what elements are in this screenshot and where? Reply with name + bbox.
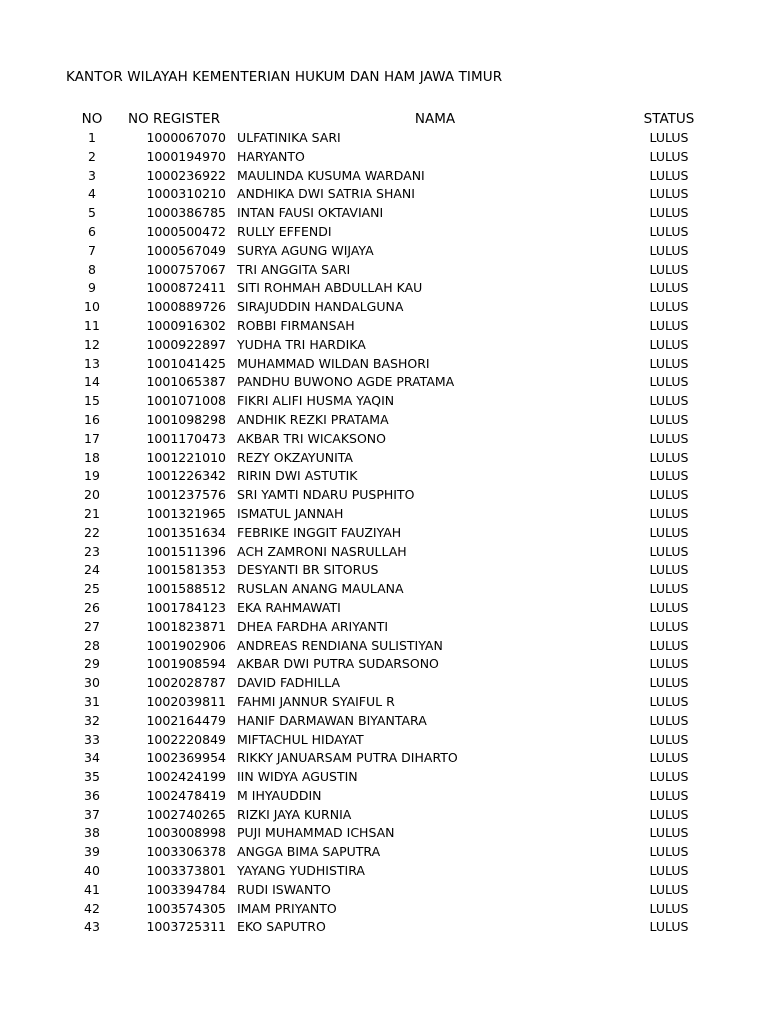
row-no: 4 [88,186,96,202]
row-no: 30 [84,675,100,691]
row-no: 1 [88,130,96,145]
row-nama: ANDHIK REZKI PRATAMA [237,411,389,427]
row-no: 28 [84,637,100,653]
row-no: 8 [88,261,96,277]
row-nama: RULLY EFFENDI [237,223,332,239]
row-no: 38 [84,825,100,841]
table-row [0,712,768,731]
table-row [0,261,768,280]
row-status: LULUS [649,355,689,371]
row-register: 1001237576 [146,487,226,503]
row-nama: AKBAR TRI WICAKSONO [237,430,386,446]
row-status: LULUS [649,242,689,258]
table-row [0,768,768,787]
row-register: 1003394784 [146,881,226,897]
table-row [0,148,768,167]
row-nama: ULFATINIKA SARI [237,130,341,145]
row-no: 35 [84,769,100,785]
row-no: 3 [88,167,96,183]
row-status: LULUS [649,581,689,597]
table-row [0,223,768,242]
row-register: 1002164479 [146,712,226,728]
row-nama: MUHAMMAD WILDAN BASHORI [237,355,430,371]
table-row [0,731,768,750]
table-row [0,524,768,543]
row-status: LULUS [649,656,689,672]
row-no: 34 [84,750,100,766]
row-status: LULUS [649,675,689,691]
row-status: LULUS [649,148,689,164]
row-no: 20 [84,487,100,503]
row-no: 14 [84,374,100,390]
row-nama: SRI YAMTI NDARU PUSPHITO [237,487,415,503]
table-row [0,373,768,392]
row-no: 43 [84,919,100,935]
row-status: LULUS [649,374,689,390]
row-register: 1002039811 [146,693,226,709]
table-row [0,355,768,374]
row-no: 27 [84,618,100,634]
row-no: 18 [84,449,100,465]
table-row [0,561,768,580]
row-no: 17 [84,430,100,446]
row-register: 1001902906 [146,637,226,653]
row-status: LULUS [649,430,689,446]
row-status: LULUS [649,393,689,409]
row-register: 1001823871 [146,618,226,634]
row-status: LULUS [649,693,689,709]
table-row [0,411,768,430]
row-register: 1003574305 [146,900,226,916]
row-no: 29 [84,656,100,672]
row-nama: RIRIN DWI ASTUTIK [237,468,358,484]
row-register: 1000194970 [146,148,226,164]
row-status: LULUS [649,261,689,277]
row-no: 41 [84,881,100,897]
table-row [0,242,768,261]
row-status: LULUS [649,299,689,315]
row-register: 1002220849 [146,731,226,747]
table-row [0,918,768,937]
row-status: LULUS [649,167,689,183]
table-row [0,599,768,618]
table-row [0,862,768,881]
row-nama: ROBBI FIRMANSAH [237,317,355,333]
row-nama: PANDHU BUWONO AGDE PRATAMA [237,374,455,390]
row-no: 13 [84,355,100,371]
row-no: 40 [84,863,100,879]
row-register: 1001065387 [146,374,226,390]
row-no: 10 [84,299,100,315]
row-nama: IIN WIDYA AGUSTIN [237,769,358,785]
table-row [0,900,768,919]
row-nama: RIZKI JAYA KURNIA [237,806,352,822]
row-nama: DESYANTI BR SITORUS [237,562,379,578]
table-row [0,637,768,656]
row-status: LULUS [649,223,689,239]
row-nama: ACH ZAMRONI NASRULLAH [237,543,407,559]
table-row [0,655,768,674]
table-row [0,618,768,637]
table-row [0,881,768,900]
row-register: 1001221010 [146,449,226,465]
row-no: 24 [84,562,100,578]
row-no: 6 [88,223,96,239]
row-status: LULUS [649,336,689,352]
table-row [0,317,768,336]
table-row [0,543,768,562]
row-nama: RIKKY JANUARSAM PUTRA DIHARTO [237,750,458,766]
row-register: 1001784123 [146,599,226,615]
row-no: 11 [84,317,100,333]
row-register: 1001511396 [146,543,226,559]
row-nama: EKA RAHMAWATI [237,599,341,615]
results-table [0,109,768,937]
row-no: 7 [88,242,96,258]
row-register: 1001041425 [146,355,226,371]
table-row [0,392,768,411]
row-no: 2 [88,148,96,164]
row-register: 1000500472 [146,223,226,239]
row-register: 1000889726 [146,299,226,315]
row-nama: RUSLAN ANANG MAULANA [237,581,404,597]
document-title: KANTOR WILAYAH KEMENTERIAN HUKUM DAN HAM JAWA TIMUR [66,69,503,85]
row-register: 1000386785 [146,205,226,221]
table-body [0,129,768,937]
row-no: 37 [84,806,100,822]
table-row [0,467,768,486]
row-no: 5 [88,205,96,221]
table-row [0,430,768,449]
row-status: LULUS [649,637,689,653]
row-register: 1002424199 [146,769,226,785]
row-nama: YAYANG YUDHISTIRA [237,863,365,879]
row-status: LULUS [649,806,689,822]
row-nama: DAVID FADHILLA [237,675,341,691]
row-nama: EKO SAPUTRO [237,919,326,935]
row-nama: ISMATUL JANNAH [237,505,344,521]
row-no: 12 [84,336,100,352]
row-register: 1000922897 [146,336,226,352]
table-row [0,167,768,186]
row-status: LULUS [649,599,689,615]
row-nama: YUDHA TRI HARDIKA [237,336,366,352]
header-no: NO [81,111,103,127]
row-status: LULUS [649,863,689,879]
table-row [0,449,768,468]
row-no: 33 [84,731,100,747]
row-no: 23 [84,543,100,559]
row-register: 1000067070 [146,130,226,145]
row-status: LULUS [649,317,689,333]
row-status: LULUS [649,487,689,503]
row-register: 1000916302 [146,317,226,333]
table-row [0,749,768,768]
row-register: 1001071008 [146,393,226,409]
row-nama: PUJI MUHAMMAD ICHSAN [237,825,395,841]
row-nama: ANDHIKA DWI SATRIA SHANI [237,186,415,202]
table-row [0,486,768,505]
row-no: 32 [84,712,100,728]
row-register: 1001098298 [146,411,226,427]
row-nama: FAHMI JANNUR SYAIFUL R [237,693,395,709]
row-no: 19 [84,468,100,484]
row-no: 42 [84,900,100,916]
row-nama: SITI ROHMAH ABDULLAH KAU [237,280,423,296]
row-nama: HANIF DARMAWAN BIYANTARA [237,712,427,728]
row-status: LULUS [649,186,689,202]
row-nama: INTAN FAUSI OKTAVIANI [237,205,384,221]
row-status: LULUS [649,449,689,465]
row-status: LULUS [649,900,689,916]
table-row [0,185,768,204]
header-status: STATUS [643,111,695,127]
row-status: LULUS [649,411,689,427]
row-register: 1000757067 [146,261,226,277]
row-no: 15 [84,393,100,409]
row-nama: MAULINDA KUSUMA WARDANI [237,167,425,183]
row-nama: MIFTACHUL HIDAYAT [237,731,364,747]
row-register: 1000567049 [146,242,226,258]
row-register: 1003373801 [146,863,226,879]
row-nama: HARYANTO [237,148,305,164]
row-status: LULUS [649,750,689,766]
row-register: 1001226342 [146,468,226,484]
row-status: LULUS [649,562,689,578]
row-register: 1000310210 [146,186,226,202]
row-register: 1001351634 [146,524,226,540]
row-status: LULUS [649,130,689,145]
row-register: 1002740265 [146,806,226,822]
table-row [0,129,768,148]
row-status: LULUS [649,787,689,803]
table-row [0,787,768,806]
row-status: LULUS [649,543,689,559]
row-nama: RUDI ISWANTO [237,881,331,897]
row-status: LULUS [649,731,689,747]
table-row [0,505,768,524]
header-register: NO REGISTER [128,111,221,127]
row-nama: REZY OKZAYUNITA [237,449,353,465]
row-register: 1000872411 [146,280,226,296]
row-status: LULUS [649,280,689,296]
row-no: 31 [84,693,100,709]
row-status: LULUS [649,844,689,860]
row-nama: AKBAR DWI PUTRA SUDARSONO [237,656,439,672]
table-row [0,806,768,825]
row-status: LULUS [649,618,689,634]
row-register: 1002028787 [146,675,226,691]
row-register: 1003725311 [146,919,226,935]
row-no: 21 [84,505,100,521]
row-nama: TRI ANGGITA SARI [237,261,351,277]
row-status: LULUS [649,881,689,897]
header-nama: NAMA [414,111,456,127]
table-row [0,693,768,712]
row-nama: SIRAJUDDIN HANDALGUNA [237,299,404,315]
table-row [0,279,768,298]
row-register: 1002369954 [146,750,226,766]
row-no: 26 [84,599,100,615]
row-register: 1001908594 [146,656,226,672]
row-no: 22 [84,524,100,540]
table-header-row [0,109,768,129]
row-status: LULUS [649,769,689,785]
table-row [0,843,768,862]
row-register: 1001170473 [146,430,226,446]
row-status: LULUS [649,524,689,540]
row-nama: FEBRIKE INGGIT FAUZIYAH [237,524,402,540]
row-status: LULUS [649,468,689,484]
row-status: LULUS [649,919,689,935]
row-nama: ANGGA BIMA SAPUTRA [237,844,381,860]
row-nama: FIKRI ALIFI HUSMA YAQIN [237,393,395,409]
row-register: 1001588512 [146,581,226,597]
row-no: 36 [84,787,100,803]
row-nama: M IHYAUDDIN [237,787,322,803]
row-status: LULUS [649,505,689,521]
row-status: LULUS [649,712,689,728]
table-row [0,674,768,693]
row-nama: DHEA FARDHA ARIYANTI [237,618,389,634]
row-register: 1001581353 [146,562,226,578]
row-nama: ANDREAS RENDIANA SULISTIYAN [237,637,443,653]
row-register: 1000236922 [146,167,226,183]
table-row [0,336,768,355]
row-nama: SURYA AGUNG WIJAYA [237,242,374,258]
row-no: 39 [84,844,100,860]
row-nama: IMAM PRIYANTO [237,900,337,916]
table-row [0,204,768,223]
row-status: LULUS [649,205,689,221]
table-row [0,580,768,599]
row-no: 16 [84,411,100,427]
row-status: LULUS [649,825,689,841]
row-register: 1003306378 [146,844,226,860]
row-register: 1002478419 [146,787,226,803]
row-no: 25 [84,581,100,597]
row-register: 1003008998 [146,825,226,841]
table-row [0,824,768,843]
row-register: 1001321965 [146,505,226,521]
row-no: 9 [88,280,96,296]
table-row [0,298,768,317]
